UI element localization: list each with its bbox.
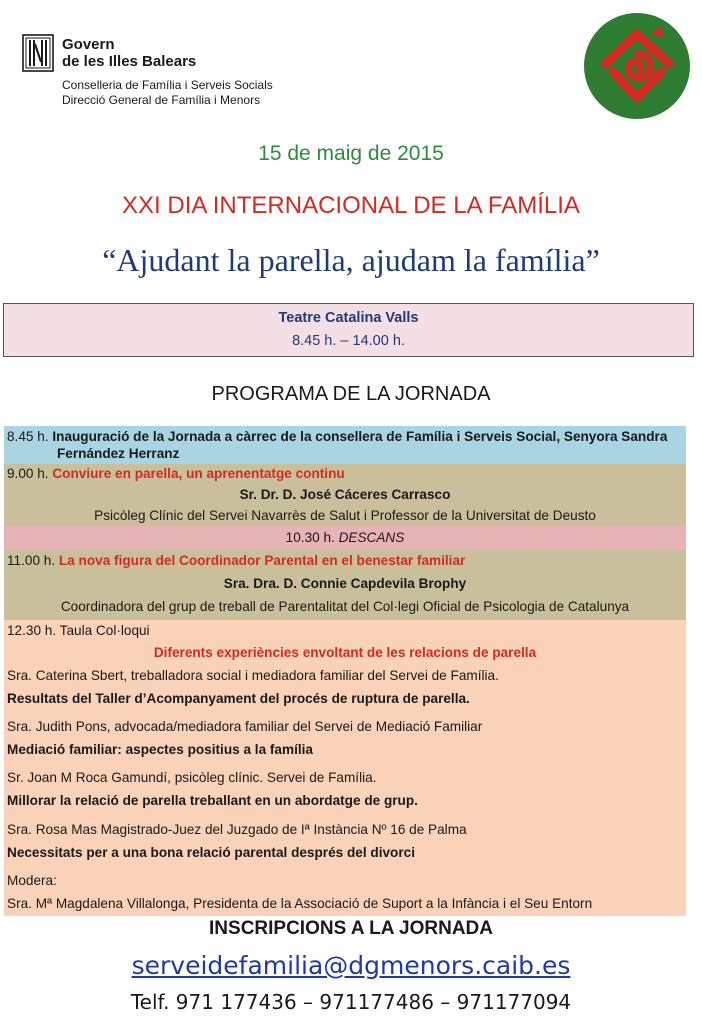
talk1-role: Psicòleg Clínic del Servei Navarrès de Salut i Professor de la Universitat de Deusto [94,508,596,523]
venue-time: 8.45 h. – 14.00 h. [292,333,405,349]
panel-topic-4: Necessitats per a una bona relació parental després del divorci [7,845,415,860]
panel-topic-1: Resultats del Taller d’Acompanyament del procés de ruptura de parella. [7,691,470,706]
panel-speaker-4: Sra. Rosa Mas Magistrado-Juez del Juzgado de Iª Instància Nº 16 de Palma [7,822,467,837]
panel-speaker-1: Sra. Caterina Sbert, treballadora social i mediadora familiar del Servei de Família. [7,668,499,683]
registration-phone: Telf. 971 177436 – 971177486 – 971177094 [130,990,572,1014]
panel-speaker-2: Sra. Judith Pons, advocada/mediadora familiar del Servei de Mediació Familiar [7,719,483,734]
opening-time: 8.45 h. [7,429,49,444]
venue-name: Teatre Catalina Valls [278,310,419,326]
panel-topic-2: Mediació familiar: aspectes positius a la família [7,742,313,757]
talk1-line [7,466,345,481]
panel-topic-3: Millorar la relació de parella treballant en un abordatge de grup. [7,793,418,808]
talk2-role: Coordinadora del grup de treball de Parentalitat del Col·legi Oficial de Psicologia de Catalunya [60,599,630,614]
department-line1: Conselleria de Família i Serveis Socials [62,78,273,92]
panel-speaker-3: Sr. Joan M Roca Gamundí, psicòleg clínic. Servei de Família. [7,770,377,785]
department-line2: Direcció General de Família i Menors [62,93,261,107]
break-line [4,530,686,545]
family-day-logo-icon [583,12,691,120]
opening-text: Inauguració de la Jornada a càrrec de la consellera de Família i Serveis Social, Senyora Sandra [52,429,668,444]
talk1-speaker: Sr. Dr. D. José Cáceres Carrasco [239,487,451,502]
registration-email-link[interactable]: serveidefamilia@dgmenors.caib.es [131,951,571,980]
opening-text-continued: Fernández Herranz [57,446,180,461]
gov-name-line2: de les Illes Balears [62,53,197,70]
moderator-label: Modera: [7,873,57,888]
panel-band [4,620,686,916]
talk2-speaker: Sra. Dra. D. Connie Capdevila Brophy [223,576,467,591]
break-time: 10.30 h. [285,530,335,545]
event-slogan: “Ajudant la parella, ajudam la família” [102,242,600,278]
event-date: 15 de maig de 2015 [258,142,444,165]
gov-name-line1: Govern [62,36,115,53]
opening-line [7,429,667,444]
panel-time-label: 12.30 h. Taula Col·loqui [7,623,150,638]
venue-box [3,303,694,357]
panel-title: Diferents experiències envoltant de les relacions de parella [153,645,537,660]
talk1-time: 9.00 h. [7,466,49,481]
program-heading: PROGRAMA DE LA JORNADA [211,383,491,405]
moderator-name: Sra. Mª Magdalena Villalonga, Presidenta de la Associació de Suport a la Infància i el Seu Entorn [7,896,593,911]
balearic-crest-icon [22,34,54,72]
talk1-title: Conviure en parella, un aprenentatge continu [52,466,345,481]
event-title: XXI DIA INTERNACIONAL DE LA FAMÍLIA [122,192,580,219]
talk2-title: La nova figura del Coordinador Parental en el benestar familiar [58,553,466,568]
registration-title: INSCRIPCIONS A LA JORNADA [209,918,493,939]
talk2-line [7,553,465,568]
break-label: DESCANS [338,530,405,545]
talk2-time: 11.00 h. [7,553,56,568]
